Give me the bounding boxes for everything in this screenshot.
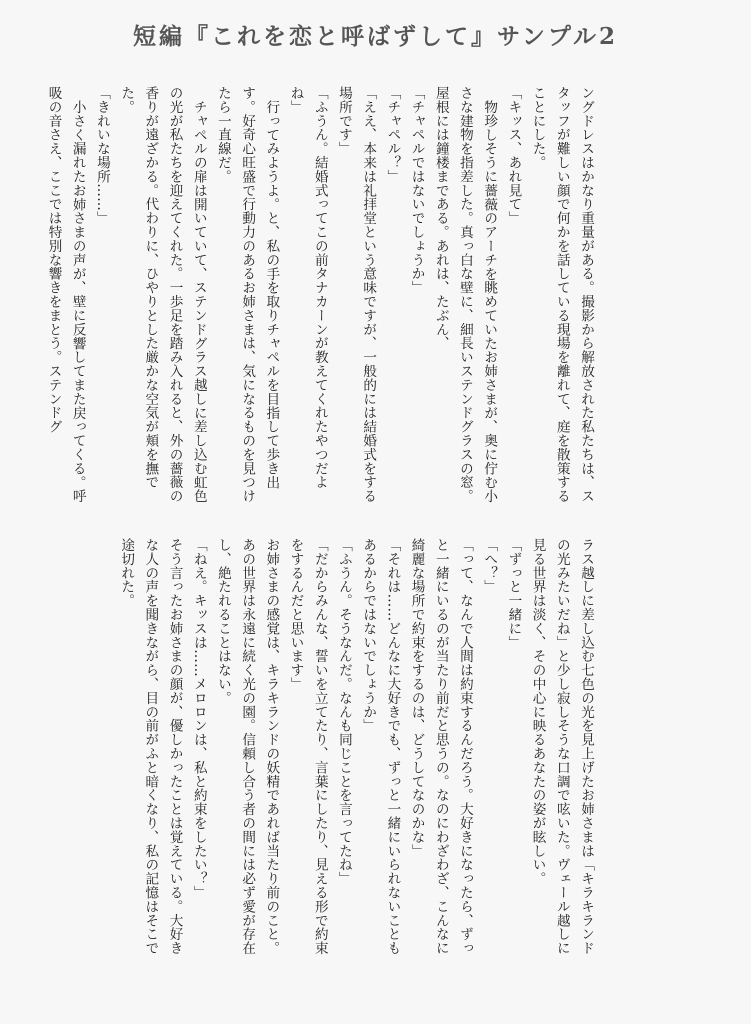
paragraph: 「へ？」 — [481, 538, 498, 594]
paragraph: 「キッス、あれ見て」 — [505, 86, 522, 225]
upper-text-column — [45, 86, 598, 506]
paragraph: チャペルの扉は開いていて、ステンドグラス越しに差し込む虹色の光が私たちを迎えてくれた。一歩足を踏み入れると、外の薔薇の香りが遠ざかる。代わりに、ひやりとした厳かな空気が頬を撫でた。 — [118, 86, 207, 503]
paragraph: 「って、なんで人間は約束するんだろう。大好きになったら、ずっと一緒にいるのが当たり前だと思うの。なのにわざわざ、こんなに綺麗な場所で約束をするのは、どうしてなのかな」 — [408, 538, 473, 955]
paragraph: 物珍しそうに薔薇のアーチを眺めていたお姉さまが、奥に佇む小さな建物を指差した。真っ白な壁に、細長いステンドグラスの窓。屋根には鐘楼まである。あれは、たぶん、 — [432, 86, 498, 503]
paragraph: そう言ったお姉さまの顔が、優しかったことは覚えている。大好きな人の声を聞きながら、目の前がふと暗くなり、私の記憶はそこで途切れた。 — [118, 538, 183, 955]
paragraph: 「だからみんな、誓いを立てたり、言葉にしたり、見える形で約束をするんだと思います」 — [287, 538, 328, 955]
paragraph: 「きれいな場所……」 — [93, 86, 110, 225]
paragraph: 行ってみようよ。と、私の手を取りチャペルを目指して歩き出す。好奇心旺盛で行動力のあるお姉さまは、気になるものを見つけたら一直線だ。 — [214, 86, 280, 503]
lower-text-column — [78, 538, 598, 963]
paragraph: 「それは……どんなに大好きでも、ずっと一緒にいられないこともあるからではないでしょうか」 — [360, 538, 401, 955]
paragraph: ラス越しに差し込む七色の光を見上げたお姉さまは「キラキランドの光みたいだね」と少し寂しそうな口調で呟いた。ヴェール越しに見る世界は淡く、その中心に映るあなたの姿が眩しい。 — [529, 538, 594, 955]
paragraph: ングドレスはかなり重量がある。撮影から解放された私たちは、スタッフが難しい顔で何かを話している現場を離れて、庭を散策することにした。 — [529, 86, 594, 503]
paragraph: 「ええ、本来は礼拝堂という意味ですが、一般的には結婚式をする場所です」 — [335, 86, 377, 503]
paragraph: 「ふうん。そうなんだ。なんも同じことを言ってたね」 — [335, 538, 352, 886]
paragraph: 小さく漏れたお姉さまの声が、壁に反響してまた戻ってくる。呼吸の音さえ、ここでは特別な響きをまとう。ステンドグ — [45, 86, 86, 503]
paragraph: 「ねえ。キッスは……メロロンは、私と約束をしたい？」 — [190, 538, 207, 900]
paragraph: 「チャペルではないでしょうか」 — [408, 86, 425, 295]
page-title: 短編『これを恋と呼ばずして』サンプル2 — [133, 23, 618, 50]
paragraph: お姉さまの感覚は、キラキランドの妖精であれば当たり前のこと。あの世界は永遠に続く光の園。信頼し合う者の間には必ず愛が存在し、絶たれることはない。 — [214, 538, 280, 955]
paragraph: 「ずっと一緒に」 — [505, 538, 522, 650]
paragraph: 「ふうん。結婚式ってこの前タナカーンが教えてくれたやつだよね」 — [287, 86, 328, 490]
paragraph: 「チャペル？」 — [384, 86, 401, 184]
